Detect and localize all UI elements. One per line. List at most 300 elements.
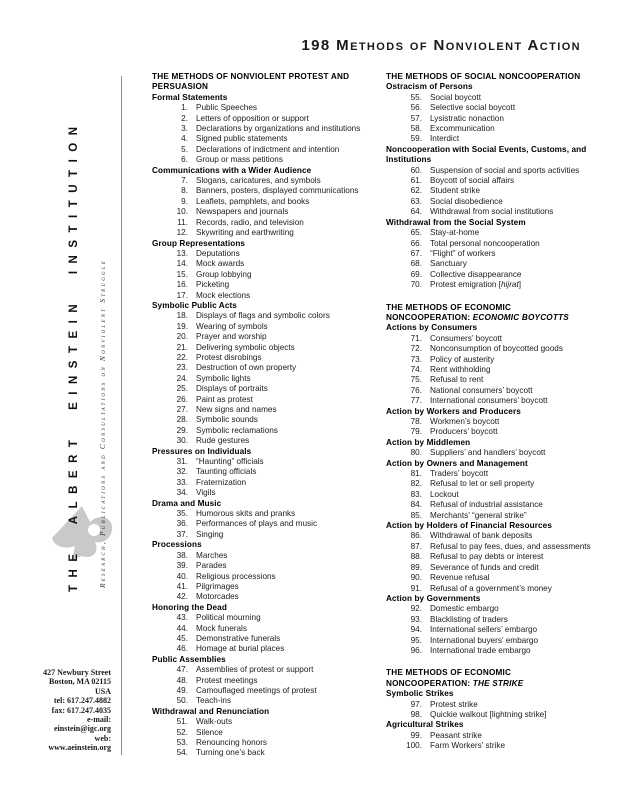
list-item	[386, 176, 620, 186]
list-item	[386, 710, 620, 720]
item-text: Domestic embargo	[430, 604, 499, 614]
item-text: New signs and names	[196, 405, 277, 414]
item-text: Refusal to pay fees, dues, and assessments	[430, 541, 591, 551]
item-number: 34.	[176, 488, 188, 498]
section-heading-line: PERSUASION	[152, 82, 209, 92]
item-number: 52.	[176, 727, 188, 737]
list-item	[386, 584, 620, 594]
item-text: Refusal to rent	[430, 375, 484, 385]
item-number: 39.	[176, 561, 188, 571]
item-text: International trade embargo	[430, 645, 531, 655]
item-text: Fraternization	[196, 477, 247, 487]
item-number: 22.	[176, 352, 188, 362]
list-item	[152, 509, 384, 519]
item-text: Religious processions	[196, 571, 276, 581]
item-number: 30.	[176, 436, 188, 446]
address-block	[8, 668, 111, 753]
category-heading: Public Assemblies	[152, 654, 226, 664]
list-item	[152, 457, 384, 467]
item-text: Letters of opposition or support	[196, 113, 309, 123]
category-heading: Withdrawal and Renunciation	[152, 706, 270, 716]
item-number: 92.	[410, 604, 422, 614]
item-number: 59.	[410, 134, 422, 144]
address-line: tel: 617.247.4882	[53, 696, 111, 706]
item-text: Silence	[196, 727, 223, 737]
list-item	[152, 551, 384, 561]
item-text: Traders’ boycott	[430, 469, 489, 479]
item-number: 7.	[181, 176, 188, 186]
list-item	[386, 355, 620, 365]
list-item	[152, 426, 384, 436]
item-text: Protest meetings	[196, 675, 258, 685]
category-heading: Symbolic Strikes	[386, 689, 454, 699]
list-item	[386, 396, 620, 406]
list-item	[386, 249, 620, 259]
item-number: 91.	[410, 583, 422, 593]
item-number: 81.	[410, 469, 422, 479]
section-heading-line: THE METHODS OF SOCIAL NONCOOPERATION	[386, 72, 581, 81]
item-number: 8.	[181, 186, 188, 196]
list-item	[152, 676, 384, 686]
address-line: e-mail:	[87, 715, 111, 725]
item-text: Workmen’s boycott	[430, 417, 500, 426]
item-text: Declarations of indictment and intention	[196, 144, 340, 154]
item-number: 9.	[181, 196, 188, 206]
item-number: 89.	[410, 562, 422, 572]
list-item	[152, 332, 384, 342]
item-number: 47.	[176, 665, 188, 675]
item-number: 50.	[176, 696, 188, 706]
item-number: 32.	[176, 467, 188, 477]
list-item	[152, 291, 384, 301]
category-heading: Pressures on Individuals	[152, 446, 252, 456]
item-number: 36.	[176, 519, 188, 529]
item-text: “Haunting” officials	[196, 457, 264, 467]
item-number: 15.	[176, 269, 188, 279]
item-text: Marches	[196, 550, 228, 560]
address-line: Boston, MA 02115	[48, 677, 111, 687]
item-text: Total personal noncooperation	[430, 238, 540, 248]
section-heading-emphasis: ECONOMIC BOYCOTTS	[472, 312, 569, 322]
item-text: Taunting officials	[196, 467, 257, 477]
item-text: Demonstrative funerals	[196, 633, 281, 643]
list-item	[386, 500, 620, 510]
item-text: Refusal of industrial assistance	[430, 500, 543, 510]
item-number: 42.	[176, 592, 188, 602]
item-text: Group lobbying	[196, 269, 252, 279]
list-item	[152, 197, 384, 207]
item-text: Mock funerals	[196, 623, 247, 633]
item-text: Signed public statements	[196, 134, 288, 144]
list-item	[152, 207, 384, 217]
address-line: www.aeinstein.org	[48, 743, 111, 753]
list-item	[386, 479, 620, 489]
list-item	[152, 717, 384, 727]
item-number: 70.	[410, 280, 422, 290]
item-number: 96.	[410, 645, 422, 655]
item-number: 25.	[176, 384, 188, 394]
item-number: 65.	[410, 228, 422, 238]
item-number: 99.	[410, 730, 422, 740]
item-text: Peasant strike	[430, 730, 482, 740]
section-heading	[386, 303, 620, 324]
list-item	[152, 624, 384, 634]
list-item	[386, 741, 620, 751]
list-item	[152, 186, 384, 196]
category-heading: Agricultural Strikes	[386, 720, 464, 730]
list-item	[152, 114, 384, 124]
item-number: 88.	[410, 552, 422, 562]
list-item	[386, 531, 620, 541]
item-number: 53.	[176, 738, 188, 747]
item-text: Social disobedience	[430, 196, 503, 206]
item-number: 72.	[410, 344, 422, 354]
category-heading: Communications with a Wider Audience	[152, 165, 312, 175]
list-item	[152, 259, 384, 269]
list-item	[152, 249, 384, 259]
list-item	[386, 134, 620, 144]
address-line: 427 Newbury Street	[43, 668, 111, 677]
item-text: Displays of portraits	[196, 384, 268, 394]
list-item	[152, 363, 384, 373]
item-number: 66.	[410, 238, 422, 248]
item-number: 26.	[176, 394, 188, 404]
item-text: Delivering symbolic objects	[196, 342, 295, 352]
item-number: 86.	[410, 531, 422, 541]
item-number: 100.	[406, 741, 422, 751]
list-item	[386, 365, 620, 375]
item-text: Newspapers and journals	[196, 207, 289, 217]
item-number: 41.	[176, 581, 188, 591]
item-text: Humorous skits and pranks	[196, 509, 296, 519]
item-number: 73.	[410, 354, 422, 364]
list-item	[152, 696, 384, 706]
item-number: 98.	[410, 709, 422, 719]
item-number: 83.	[410, 489, 422, 499]
list-item	[386, 552, 620, 562]
list-item	[386, 615, 620, 625]
item-number: 87.	[410, 541, 422, 551]
item-number: 55.	[410, 92, 422, 102]
item-number: 16.	[176, 280, 188, 290]
list-item	[152, 405, 384, 415]
methods-column-left	[152, 72, 384, 759]
item-number: 35.	[176, 509, 188, 519]
list-item	[386, 469, 620, 479]
item-text: Suppliers’ and handlers’ boycott	[430, 448, 546, 458]
list-item	[152, 572, 384, 582]
item-number: 74.	[410, 364, 422, 374]
item-text: Refusal of a government’s money	[430, 583, 552, 593]
list-item	[386, 542, 620, 552]
item-text: Public Speeches	[196, 103, 257, 113]
list-item	[152, 644, 384, 654]
item-number: 45.	[176, 633, 188, 643]
item-number: 60.	[410, 165, 422, 175]
list-item	[152, 738, 384, 748]
item-text: Sanctuary	[430, 259, 467, 269]
item-text: Social boycott	[430, 92, 481, 102]
list-item	[152, 519, 384, 529]
category-heading: Group Representations	[152, 238, 246, 248]
category-heading: Action by Workers and Producers	[386, 406, 521, 416]
item-text: Selective social boycott	[430, 103, 516, 113]
item-text: Refusal to let or sell property	[430, 479, 535, 489]
section-heading	[152, 72, 384, 93]
item-number: 48.	[176, 675, 188, 685]
item-number: 80.	[410, 448, 422, 458]
list-item	[152, 582, 384, 592]
item-text: Displays of flags and symbolic colors	[196, 311, 330, 321]
list-item	[152, 228, 384, 238]
list-item	[386, 700, 620, 710]
item-text: Prayer and worship	[196, 332, 267, 342]
item-text: Teach-ins	[196, 696, 232, 706]
list-item	[386, 207, 620, 217]
item-number: 67.	[410, 248, 422, 258]
item-number: 44.	[176, 623, 188, 633]
item-text: Deputations	[196, 248, 240, 258]
address-line: einstein@igc.org	[54, 724, 111, 734]
item-text: Nonconsumption of boycotted goods	[430, 344, 563, 354]
item-text: International buyers’ embargo	[430, 635, 539, 645]
section-heading-emphasis: THE STRIKE	[472, 678, 524, 688]
address-line: USA	[94, 686, 111, 696]
list-item	[152, 748, 384, 758]
list-item	[152, 134, 384, 144]
item-number: 77.	[410, 396, 422, 406]
item-number: 33.	[176, 477, 188, 487]
item-text: Performances of plays and music	[196, 519, 318, 529]
item-number: 18.	[176, 311, 188, 321]
organization-tagline-vertical: Research, Publications and Consultations on Nonviolent Struggle	[98, 258, 107, 588]
item-text: Stay-at-home	[430, 228, 480, 238]
list-item	[152, 478, 384, 488]
item-text: Destruction of own property	[196, 363, 297, 373]
category-heading: Drama and Music	[152, 498, 222, 508]
item-text: Renouncing honors	[196, 738, 268, 747]
list-item	[386, 114, 620, 124]
category-heading: Action by Governments	[386, 593, 481, 603]
item-text: Symbolic reclamations	[196, 425, 278, 435]
list-item	[386, 636, 620, 646]
item-text: Withdrawal from social institutions	[430, 207, 554, 217]
category-heading: Noncooperation with Social Events, Customs, and Institutions	[386, 144, 587, 165]
item-text: Severance of funds and credit	[430, 562, 539, 572]
item-text: Policy of austerity	[430, 354, 495, 364]
item-text: Student strike	[430, 186, 481, 196]
item-text: Mock elections	[196, 290, 251, 300]
item-text: Pilgrimages	[196, 581, 239, 591]
item-text: Symbolic sounds	[196, 415, 258, 425]
category-heading: Formal Statements	[152, 92, 228, 102]
list-item	[152, 176, 384, 186]
item-number: 71.	[410, 333, 422, 343]
item-number: 4.	[181, 134, 188, 144]
item-number: 94.	[410, 625, 422, 635]
item-number: 75.	[410, 375, 422, 385]
item-text: Farm Workers’ strike	[430, 741, 506, 751]
item-text: Paint as protest	[196, 394, 253, 404]
item-text: Skywriting and earthwriting	[196, 228, 294, 238]
list-item	[152, 311, 384, 321]
item-text: Assemblies of protest or support	[196, 665, 314, 675]
category-heading: Action by Middlemen	[386, 437, 471, 447]
item-number: 49.	[176, 685, 188, 695]
item-text: Singing	[196, 529, 224, 539]
section-heading-line: NONCOOPERATION: THE STRIKE	[386, 678, 524, 688]
item-number: 13.	[176, 248, 188, 258]
item-number: 46.	[176, 644, 188, 654]
category-heading: Honoring the Dead	[152, 602, 227, 612]
section-heading-line: THE METHODS OF ECONOMIC	[386, 302, 512, 312]
list-item	[386, 625, 620, 635]
item-text: Vigils	[196, 488, 216, 498]
item-text: Banners, posters, displayed communications	[196, 186, 359, 196]
list-item	[386, 166, 620, 176]
list-item	[152, 436, 384, 446]
list-item	[386, 604, 620, 614]
item-number: 23.	[176, 363, 188, 373]
section-heading-line: NONCOOPERATION: ECONOMIC BOYCOTTS	[386, 312, 569, 322]
item-text: Records, radio, and television	[196, 217, 304, 227]
item-number: 51.	[176, 717, 188, 727]
item-number: 11.	[177, 217, 188, 227]
item-text: Political mourning	[196, 613, 261, 623]
list-item	[386, 448, 620, 458]
list-item	[386, 573, 620, 583]
list-item	[386, 344, 620, 354]
item-number: 14.	[176, 259, 188, 269]
item-text: Suspension of social and sports activities	[430, 165, 580, 175]
item-text: Leaflets, pamphlets, and books	[196, 196, 310, 206]
item-number: 5.	[181, 144, 188, 154]
list-item	[152, 530, 384, 540]
category-heading: Actions by Consumers	[386, 323, 478, 333]
item-number: 38.	[176, 550, 188, 560]
list-item	[386, 511, 620, 521]
list-item	[386, 490, 620, 500]
list-item	[386, 280, 620, 290]
category-heading: Processions	[152, 540, 202, 550]
list-item	[152, 384, 384, 394]
item-number: 76.	[410, 385, 422, 395]
item-text: Group or mass petitions	[196, 155, 283, 165]
item-text: “Flight” of workers	[430, 248, 496, 258]
list-item	[152, 270, 384, 280]
vertical-divider-rule	[121, 76, 122, 755]
item-text: Camouflaged meetings of protest	[196, 685, 317, 695]
item-text: Symbolic lights	[196, 373, 251, 383]
list-item	[152, 155, 384, 165]
list-item	[152, 145, 384, 155]
list-item	[386, 375, 620, 385]
item-text: Protest disrobings	[196, 352, 262, 362]
item-text: Homage at burial places	[196, 644, 285, 654]
list-item	[152, 218, 384, 228]
list-item	[152, 103, 384, 113]
item-text: Consumers’ boycott	[430, 333, 503, 343]
list-item	[152, 561, 384, 571]
category-heading: Symbolic Public Acts	[152, 300, 237, 310]
item-number: 82.	[410, 479, 422, 489]
item-number: 2.	[181, 113, 188, 123]
list-item	[152, 374, 384, 384]
list-item	[152, 728, 384, 738]
category-heading: Withdrawal from the Social System	[386, 217, 526, 227]
item-number: 28.	[176, 415, 188, 425]
item-number: 95.	[410, 635, 422, 645]
item-number: 61.	[410, 176, 422, 186]
list-item	[386, 93, 620, 103]
methods-column-right	[386, 72, 620, 752]
item-text: International consumers’ boycott	[430, 396, 548, 406]
item-number: 57.	[410, 113, 422, 123]
item-number: 90.	[410, 573, 422, 583]
address-line: fax: 617.247.4035	[51, 705, 111, 715]
list-item	[152, 280, 384, 290]
list-item	[152, 634, 384, 644]
item-text: Lysistratic nonaction	[430, 113, 504, 123]
list-item	[152, 686, 384, 696]
item-number: 27.	[176, 405, 188, 414]
item-number: 58.	[410, 124, 422, 134]
item-text: Blacklisting of traders	[430, 614, 508, 624]
item-number: 68.	[410, 259, 422, 269]
item-text: National consumers’ boycott	[430, 385, 533, 395]
item-number: 20.	[176, 332, 188, 342]
item-text: Parades	[196, 561, 227, 571]
item-text: Declarations by organizations and institutions	[196, 124, 361, 134]
item-text: Excommunication	[430, 124, 495, 134]
item-text: Quickie walkout [lightning strike]	[430, 709, 547, 719]
list-item	[386, 239, 620, 249]
item-text: Interdict	[430, 134, 460, 144]
item-number: 19.	[176, 321, 188, 331]
item-number: 24.	[176, 373, 188, 383]
list-item	[386, 417, 620, 427]
item-text: Rent withholding	[430, 364, 491, 374]
item-text: Merchants’ “general strike”	[430, 510, 527, 520]
list-item	[152, 415, 384, 425]
item-text: Protest emigration [hijrat]	[430, 280, 522, 290]
list-item	[386, 228, 620, 238]
list-item	[386, 427, 620, 437]
list-item	[386, 334, 620, 344]
item-text: Mock awards	[196, 259, 245, 269]
category-heading: Action by Holders of Financial Resources	[386, 521, 552, 531]
item-number: 69.	[410, 269, 422, 279]
item-number: 85.	[410, 510, 422, 520]
item-number: 12.	[176, 228, 188, 238]
item-number: 31.	[176, 457, 188, 467]
list-item	[152, 592, 384, 602]
item-number: 63.	[410, 196, 422, 206]
item-text: Withdrawal of bank deposits	[430, 531, 533, 541]
list-item	[386, 386, 620, 396]
item-text: Revenue refusal	[430, 573, 490, 583]
item-number: 17.	[176, 290, 188, 300]
list-item	[152, 488, 384, 498]
item-number: 64.	[410, 207, 422, 217]
item-number: 78.	[410, 417, 422, 426]
section-heading-line: THE METHODS OF ECONOMIC	[386, 668, 512, 678]
item-text: Refusal to pay debts or interest	[430, 552, 544, 562]
list-item	[386, 103, 620, 113]
list-item	[386, 186, 620, 196]
category-heading: Ostracism of Persons	[386, 82, 473, 92]
item-number: 3.	[181, 124, 188, 134]
